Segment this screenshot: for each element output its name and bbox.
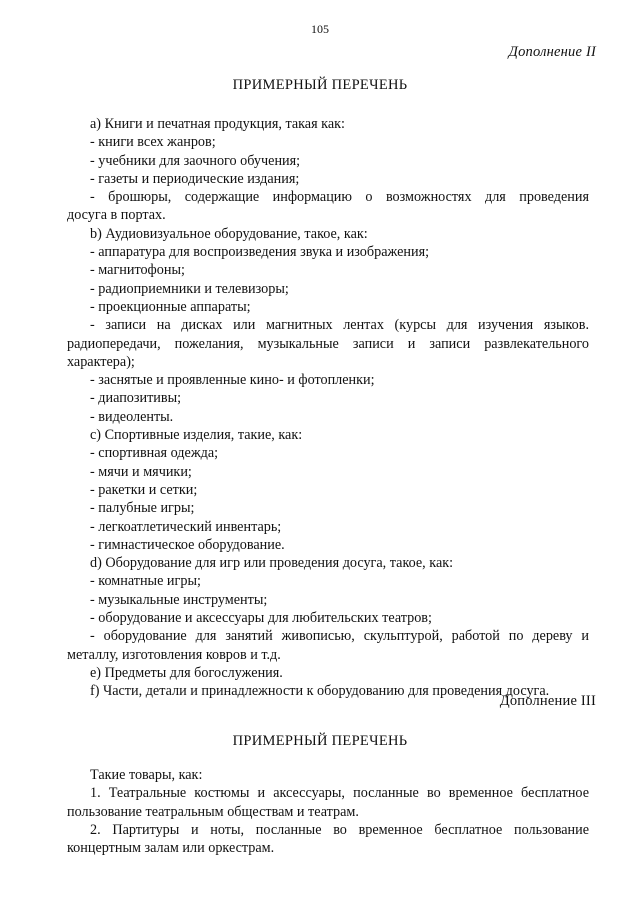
text-line: - легкоатлетический инвентарь;: [90, 518, 282, 535]
text-line: - видеоленты.: [90, 408, 174, 425]
text-line: - палубные игры;: [90, 500, 195, 517]
text-line: Такие товары, как:: [90, 767, 203, 783]
text-line: с) Спортивные изделия, такие, как:: [90, 427, 303, 444]
text-line: е) Предметы для богослужения.: [90, 664, 283, 681]
text-line: - музыкальные инструменты;: [90, 591, 268, 608]
text-line: - проекционные аппараты;: [90, 298, 251, 315]
text-line: - оборудование для занятий живописью, скульптурой, работой по дереву и: [90, 628, 589, 645]
appendix-iii-label: Дополнение III: [499, 693, 596, 709]
text-line: - заснятые и проявленные кино- и фотопленки;: [90, 372, 375, 389]
text-line: а) Книги и печатная продукция, такая как:: [90, 116, 345, 132]
text-line: - спортивная одежда;: [90, 445, 219, 462]
appendix-ii-list: [67, 115, 589, 701]
text-line: - мячи и мячики;: [90, 463, 192, 480]
text-line: d) Оборудование для игр или проведения досуга, такое, как:: [90, 555, 454, 572]
text-line: - записи на дисках или магнитных лентах (курсы для изучения языков.: [90, 317, 589, 334]
appendix-iii-title: ПРИМЕРНЫЙ ПЕРЕЧЕНЬ: [232, 733, 408, 749]
text-line: - аппаратура для воспроизведения звука и изображения;: [90, 244, 430, 261]
text-line: - комнатные игры;: [90, 573, 201, 590]
text-line: - оборудование и аксессуары для любительских театров;: [90, 610, 432, 627]
text-line: концертным залам или оркестрам.: [67, 840, 275, 857]
text-line: f) Части, детали и принадлежности к оборудованию для проведения досуга.: [90, 683, 550, 700]
text-line: металлу, изготовления ковров и т.д.: [67, 646, 281, 663]
text-line: - книги всех жанров;: [90, 134, 216, 151]
text-line: - ракетки и сетки;: [90, 481, 198, 498]
appendix-ii-label: Дополнение II: [508, 44, 596, 60]
appendix-iii-list: [67, 766, 589, 857]
appendix-ii-title: ПРИМЕРНЫЙ ПЕРЕЧЕНЬ: [232, 77, 408, 93]
text-line: 1. Театральные костюмы и аксессуары, посланные во временное бесплатное: [90, 785, 589, 802]
text-line: - радиоприемники и телевизоры;: [90, 280, 289, 297]
text-line: 2. Партитуры и ноты, посланные во временное бесплатное пользование: [90, 821, 589, 838]
text-line: пользование театральным обществам и театрам.: [67, 803, 359, 820]
text-line: - газеты и периодические издания;: [90, 170, 300, 187]
text-line: радиопередачи, пожелания, музыкальные записи и записи развлекательного: [67, 335, 589, 352]
page-number: 105: [311, 22, 329, 36]
text-line: характера);: [67, 353, 135, 370]
text-line: - учебники для заочного обучения;: [90, 152, 301, 169]
text-line: - брошюры, содержащие информацию о возможностях для проведения: [90, 189, 589, 206]
text-line: - магнитофоны;: [90, 262, 185, 279]
text-line: - гимнастическое оборудование.: [90, 536, 285, 553]
text-line: досуга в портах.: [67, 207, 166, 224]
text-line: - диапозитивы;: [90, 390, 182, 407]
text-line: b) Аудиовизуальное оборудование, такое, как:: [90, 225, 368, 242]
